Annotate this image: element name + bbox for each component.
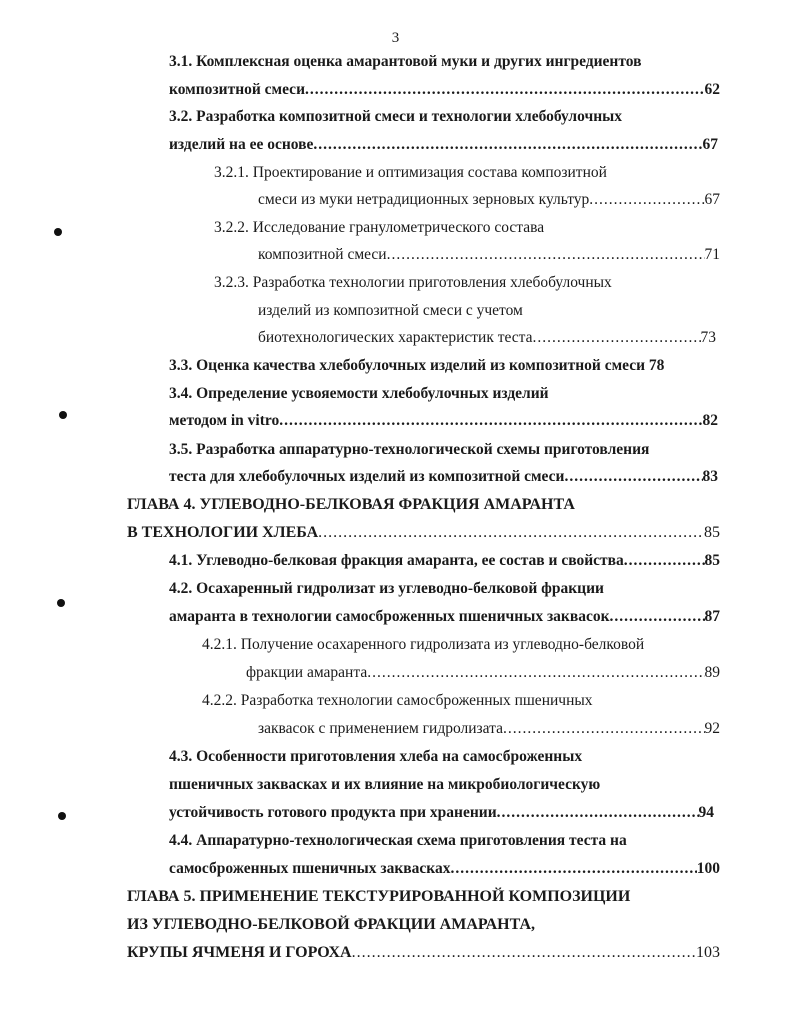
toc-entry-text: самосброженных пшеничных заквасках (169, 860, 451, 877)
toc-page-number: 82 (702, 412, 718, 429)
toc-entry-4-3-line-1 (169, 747, 582, 767)
toc-entry-text: композитной смеси (169, 81, 305, 98)
leader-dots (503, 719, 705, 739)
toc-entry-text: изделий из композитной смеси с учетом (258, 302, 523, 319)
leader-dots (305, 80, 705, 100)
toc-entry-text: 3.5. Разработка аппаратурно-технологической схемы приготовления (169, 441, 650, 458)
toc-entry-text: методом in vitro (169, 412, 280, 429)
page-number: 3 (391, 30, 400, 46)
toc-entry-text: пшеничных заквасках и их влияние на микробиологическую (169, 776, 601, 793)
toc-page-number: 85 (704, 552, 720, 569)
toc-entry-3-5-line-1 (169, 440, 649, 460)
toc-chapter-5-line-2 (127, 915, 535, 935)
leader-dots (497, 803, 699, 823)
leader-dots (367, 663, 704, 683)
toc-entry-3-2-line-1 (169, 107, 622, 127)
toc-entry-4-4-line-2 (169, 859, 720, 879)
toc-page-number: 67 (702, 136, 718, 153)
toc-entry-3-2-1-line-1 (214, 163, 607, 183)
toc-entry-3-2-2-line-2 (258, 245, 720, 265)
toc-entry-text: 3.2.1. Проектирование и оптимизация состава композитной (214, 164, 607, 181)
toc-chapter-4-line-1 (127, 495, 575, 515)
toc-entry-text: 4.1. Углеводно-белковая фракция амаранта, ее состав и свойства (169, 552, 624, 569)
leader-dots (313, 135, 702, 155)
toc-entry-text: ИЗ УГЛЕВОДНО-БЕЛКОВОЙ ФРАКЦИИ АМАРАНТА, (127, 916, 536, 933)
toc-chapter-5-line-1 (127, 887, 630, 907)
toc-entry-text: 3.2. Разработка композитной смеси и технологии хлебобулочных (169, 108, 622, 125)
toc-entry-text: теста для хлебобулочных изделий из композитной смеси (169, 468, 565, 485)
leader-dots (318, 523, 704, 543)
toc-entry-3-4-line-1 (169, 384, 549, 404)
toc-entry-4-1 (169, 551, 720, 571)
toc-entry-text: КРУПЫ ЯЧМЕНЯ И ГОРОХА (127, 944, 352, 961)
toc-entry-3-2-3-line-1 (214, 273, 612, 293)
toc-page-number: 94 (698, 804, 714, 821)
toc-entry-text: 3.1. Комплексная оценка амарантовой муки и других ингредиентов (169, 53, 642, 70)
leader-dots (610, 607, 705, 627)
toc-page-number: 62 (704, 81, 720, 98)
toc-entry-4-4-line-1 (169, 831, 627, 851)
toc-entry-4-2-1-line-1 (202, 635, 644, 655)
toc-page-number: 87 (704, 608, 720, 625)
toc-entry-4-2-2-line-2 (258, 719, 720, 739)
leader-dots (589, 190, 704, 210)
toc-page-number: 89 (704, 664, 720, 681)
toc-entry-text: 4.2.2. Разработка технологии самосброженных пшеничных (202, 692, 593, 709)
toc-entry-4-3-line-2 (169, 775, 600, 795)
punch-hole-mark (54, 228, 62, 236)
toc-page-number: 103 (696, 944, 720, 961)
leader-dots (451, 859, 697, 879)
toc-entry-4-2-line-1 (169, 579, 604, 599)
toc-entry-3-3 (169, 356, 664, 376)
leader-dots (352, 943, 696, 963)
toc-entry-3-2-3-line-3 (258, 328, 716, 348)
toc-entry-3-1-line-1 (169, 52, 642, 72)
toc-entry-3-4-line-2 (169, 411, 718, 431)
toc-entry-text: ГЛАВА 5. ПРИМЕНЕНИЕ ТЕКСТУРИРОВАННОЙ КОМПОЗИЦИИ (127, 888, 631, 905)
toc-page-number: 83 (702, 468, 718, 485)
toc-entry-text: устойчивость готового продукта при хранении (169, 804, 497, 821)
punch-hole-mark (59, 411, 67, 419)
punch-hole-mark (57, 599, 65, 607)
toc-entry-4-2-1-line-2 (246, 663, 720, 683)
toc-page-number: 73 (700, 329, 716, 346)
toc-page-number: 71 (704, 246, 720, 263)
toc-entry-text: В ТЕХНОЛОГИИ ХЛЕБА (127, 524, 319, 541)
toc-entry-4-2-line-2 (169, 607, 720, 627)
leader-dots (564, 467, 702, 487)
toc-page-number: 100 (696, 860, 720, 877)
toc-entry-4-3-line-3 (169, 803, 714, 823)
toc-chapter-4-line-2 (127, 523, 720, 543)
toc-entry-3-5-line-2 (169, 467, 718, 487)
leader-dots (533, 328, 701, 348)
toc-entry-text: 4.2.1. Получение осахаренного гидролизата из углеводно-белковой (202, 636, 645, 653)
toc-entry-text: изделий на ее основе (169, 136, 314, 153)
toc-page-number: 78 (648, 357, 665, 374)
toc-page-number: 85 (704, 524, 720, 541)
toc-entry-3-2-3-line-2 (258, 301, 523, 321)
punch-hole-mark (58, 812, 66, 820)
toc-entry-3-2-2-line-1 (214, 218, 544, 238)
leader-dots (624, 551, 705, 571)
toc-entry-text: 4.2. Осахаренный гидролизат из углеводно-белковой фракции (169, 580, 604, 597)
toc-entry-text: фракции амаранта (246, 664, 368, 681)
toc-entry-text: 3.4. Определение усвояемости хлебобулочных изделий (169, 385, 549, 402)
leader-dots (387, 245, 705, 265)
toc-entry-text: биотехнологических характеристик теста (258, 329, 533, 346)
leader-dots (279, 411, 702, 431)
toc-entry-text: 4.3. Особенности приготовления хлеба на самосброженных (169, 748, 583, 765)
toc-entry-4-2-2-line-1 (202, 691, 593, 711)
toc-entry-text: 4.4. Аппаратурно-технологическая схема приготовления теста на (169, 832, 627, 849)
toc-page-number: 67 (704, 191, 720, 208)
toc-entry-text: 3.2.3. Разработка технологии приготовления хлебобулочных (214, 274, 612, 291)
toc-entry-3-2-line-2 (169, 135, 718, 155)
toc-entry-text: заквасок с применением гидролизата (258, 720, 503, 737)
toc-entry-text: смеси из муки нетрадиционных зерновых культур (258, 191, 590, 208)
toc-entry-3-2-1-line-2 (258, 190, 720, 210)
toc-page-number: 92 (704, 720, 720, 737)
toc-entry-text: композитной смеси (258, 246, 387, 263)
toc-entry-text: 3.3. Оценка качества хлебобулочных изделий из композитной смеси (169, 357, 646, 374)
toc-entry-text: ГЛАВА 4. УГЛЕВОДНО-БЕЛКОВАЯ ФРАКЦИЯ АМАРАНТА (127, 496, 575, 513)
toc-entry-3-1-line-2 (169, 80, 720, 100)
toc-chapter-5-line-3 (127, 943, 720, 963)
toc-entry-text: амаранта в технологии самосброженных пшеничных заквасок (169, 608, 610, 625)
toc-entry-text: 3.2.2. Исследование гранулометрического состава (214, 219, 545, 236)
